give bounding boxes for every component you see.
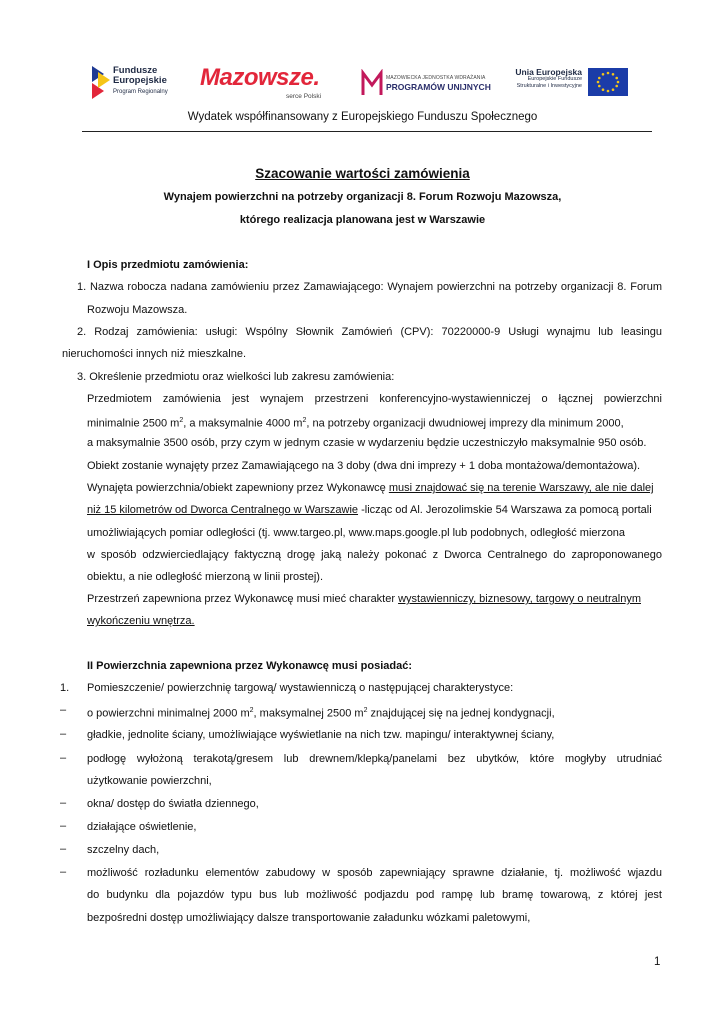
fe-line2: Europejskie [113, 75, 167, 86]
bullet-dash: – [60, 843, 67, 855]
ue-line3: Strukturalne i Inwestycyjne [516, 83, 582, 89]
item-2-line-1: 2. Rodzaj zamówienia: usługi: Wspólny Słownik Zamówień (CPV): 70220000-9 Usługi wynajmu lub leasingu [77, 326, 662, 338]
req-walls: gładkie, jednolite ściany, umożliwiające wyświetlanie na nich tzw. mapingu/ interaktywnej ściany, [87, 729, 555, 741]
mjwpu-logo [361, 62, 491, 104]
desc-line-9: obiektu, a nie odległość mierzoną w linii prostej). [87, 571, 324, 583]
eu-flag-icon [588, 68, 628, 96]
cofinancing-note: Wydatek współfinansowany z Europejskiego Funduszu Społecznego [187, 111, 538, 123]
document-title: Szacowanie wartości zamówienia [255, 166, 470, 181]
item-2-line-2: nieruchomości innych niż mieszkalne. [62, 348, 247, 360]
desc-line-10: Przestrzeń zapewniona przez Wykonawcę musi mieć charakter wystawienniczy, biznesowy, targowy o neutralnym [87, 593, 641, 605]
bullet-dash: – [60, 752, 67, 764]
mjwpu-mark-icon [361, 69, 383, 97]
section-1-heading: I Opis przedmiotu zamówienia: [87, 259, 249, 271]
req-roof: szczelny dach, [87, 844, 160, 856]
req-unloading-line-1: możliwość rozładunku elementów zabudowy w sposób zapewniający sprawne działanie, tj. możliwość wjazdu [87, 867, 662, 879]
req-unloading-line-2: do budynku dla pojazdów typu bus lub możliwość podjazdu pod rampę lub bramę towarową, z której jest [87, 889, 662, 901]
fe-line3: Program Regionalny [113, 89, 168, 95]
req-unloading-line-3: bezpośredni dostęp umożliwiający dalsze transportowanie załadunku wózkami paletowymi, [87, 912, 531, 924]
section-2-heading: II Powierzchnia zapewniona przez Wykonawcę musi posiadać: [87, 660, 412, 672]
item-1-number: 1. [60, 682, 70, 694]
bullet-dash: – [60, 797, 67, 809]
req-area: o powierzchni minimalnej 2000 $m^2$, maksymalnej 2500 $m^2$ znajdującej się na jednej kondygnacji, [87, 707, 555, 720]
item-1-text: Pomieszczenie/ powierzchnię targową/ wystawienniczą o następującej charakterystyce: [87, 682, 514, 694]
fe-flag-icon [92, 66, 110, 100]
req-lighting: działające oświetlenie, [87, 821, 197, 833]
req-windows: okna/ dostęp do światła dziennego, [87, 798, 259, 810]
mjwpu-line1: MAZOWIECKA JEDNOSTKA WDRAŻANIA [386, 75, 486, 81]
ue-line2: Europejskie Fundusze [527, 76, 582, 82]
req-floor-line-2: użytkowanie powierzchni, [87, 775, 212, 787]
desc-line-2: minimalnie 2500 $m^2$, a maksymalnie 4000 $m^2$, na potrzeby organizacji dwudniowej imprezy dla minimum 2000, [87, 417, 624, 430]
subtitle-line-1: Wynajem powierzchni na potrzeby organizacji 8. Forum Rozwoju Mazowsza, [163, 191, 562, 203]
desc-line-6: niż 15 kilometrów od Dworca Centralnego w Warszawie -licząc od Al. Jerozolimskie 54 Warszawa za pomocą portali [87, 504, 652, 516]
mjwpu-line2: PROGRAMÓW UNIJNYCH [386, 82, 491, 92]
desc-line-5: Wynajęta powierzchnia/obiekt zapewniony przez Wykonawcę musi znajdować się na terenie Warszawy, ale nie dalej [87, 482, 654, 494]
bullet-dash: – [60, 820, 67, 832]
item-1-line-1: 1. Nazwa robocza nadana zamówieniu przez Zamawiającego: Wynajem powierzchni na potrzeby organizacji 8. Forum [77, 281, 662, 293]
unia-europejska-logo [500, 62, 630, 104]
page-number: 1 [654, 956, 661, 968]
subtitle-line-2: którego realizacja planowana jest w Warszawie [239, 214, 486, 226]
desc-line-1: Przedmiotem zamówienia jest wynajem przestrzeni konferencyjno-wystawienniczej o łącznej powierzchni [87, 393, 662, 405]
desc-line-7: umożliwiających pomiar odległości (tj. www.targeo.pl, www.maps.google.pl lub podobnych, odległość mierzona [87, 527, 626, 539]
header-divider [82, 131, 652, 132]
req-floor-line-1: podłogę wyłożoną terakotą/gresem lub drewnem/klepką/panelami bez ubytków, które mogłyby utrudniać [87, 753, 662, 765]
desc-line-11: wykończeniu wnętrza. [87, 615, 195, 627]
mazowsze-logo [200, 62, 345, 104]
mazowsze-tagline: serce Polski [286, 93, 322, 100]
fundusze-europejskie-logo [88, 62, 188, 104]
logo-bar [88, 62, 633, 104]
desc-line-4: Obiekt zostanie wynajęty przez Zamawiającego na 3 doby (dwa dni imprezy + 1 doba montażowa/demontażowa). [87, 460, 641, 472]
fe-line1: Fundusze [113, 65, 158, 76]
mazowsze-name: Mazowsze. [200, 64, 320, 91]
bullet-dash: – [60, 866, 67, 878]
item-1-line-2: Rozwoju Mazowsza. [87, 304, 188, 316]
item-3-line: 3. Określenie przedmiotu oraz wielkości lub zakresu zamówienia: [77, 371, 395, 383]
desc-line-8: w sposób odzwierciedlający faktyczną drogę jaką należy pokonać z Dworca Centralnego do zaproponowanego [87, 549, 662, 561]
bullet-dash: – [60, 728, 67, 740]
ue-line1: Unia Europejska [515, 67, 582, 77]
bullet-dash: – [60, 704, 67, 716]
desc-line-3: a maksymalnie 3500 osób, przy czym w jednym czasie w wydarzeniu będzie uczestniczyło maksymalnie 950 osób. [87, 437, 647, 449]
